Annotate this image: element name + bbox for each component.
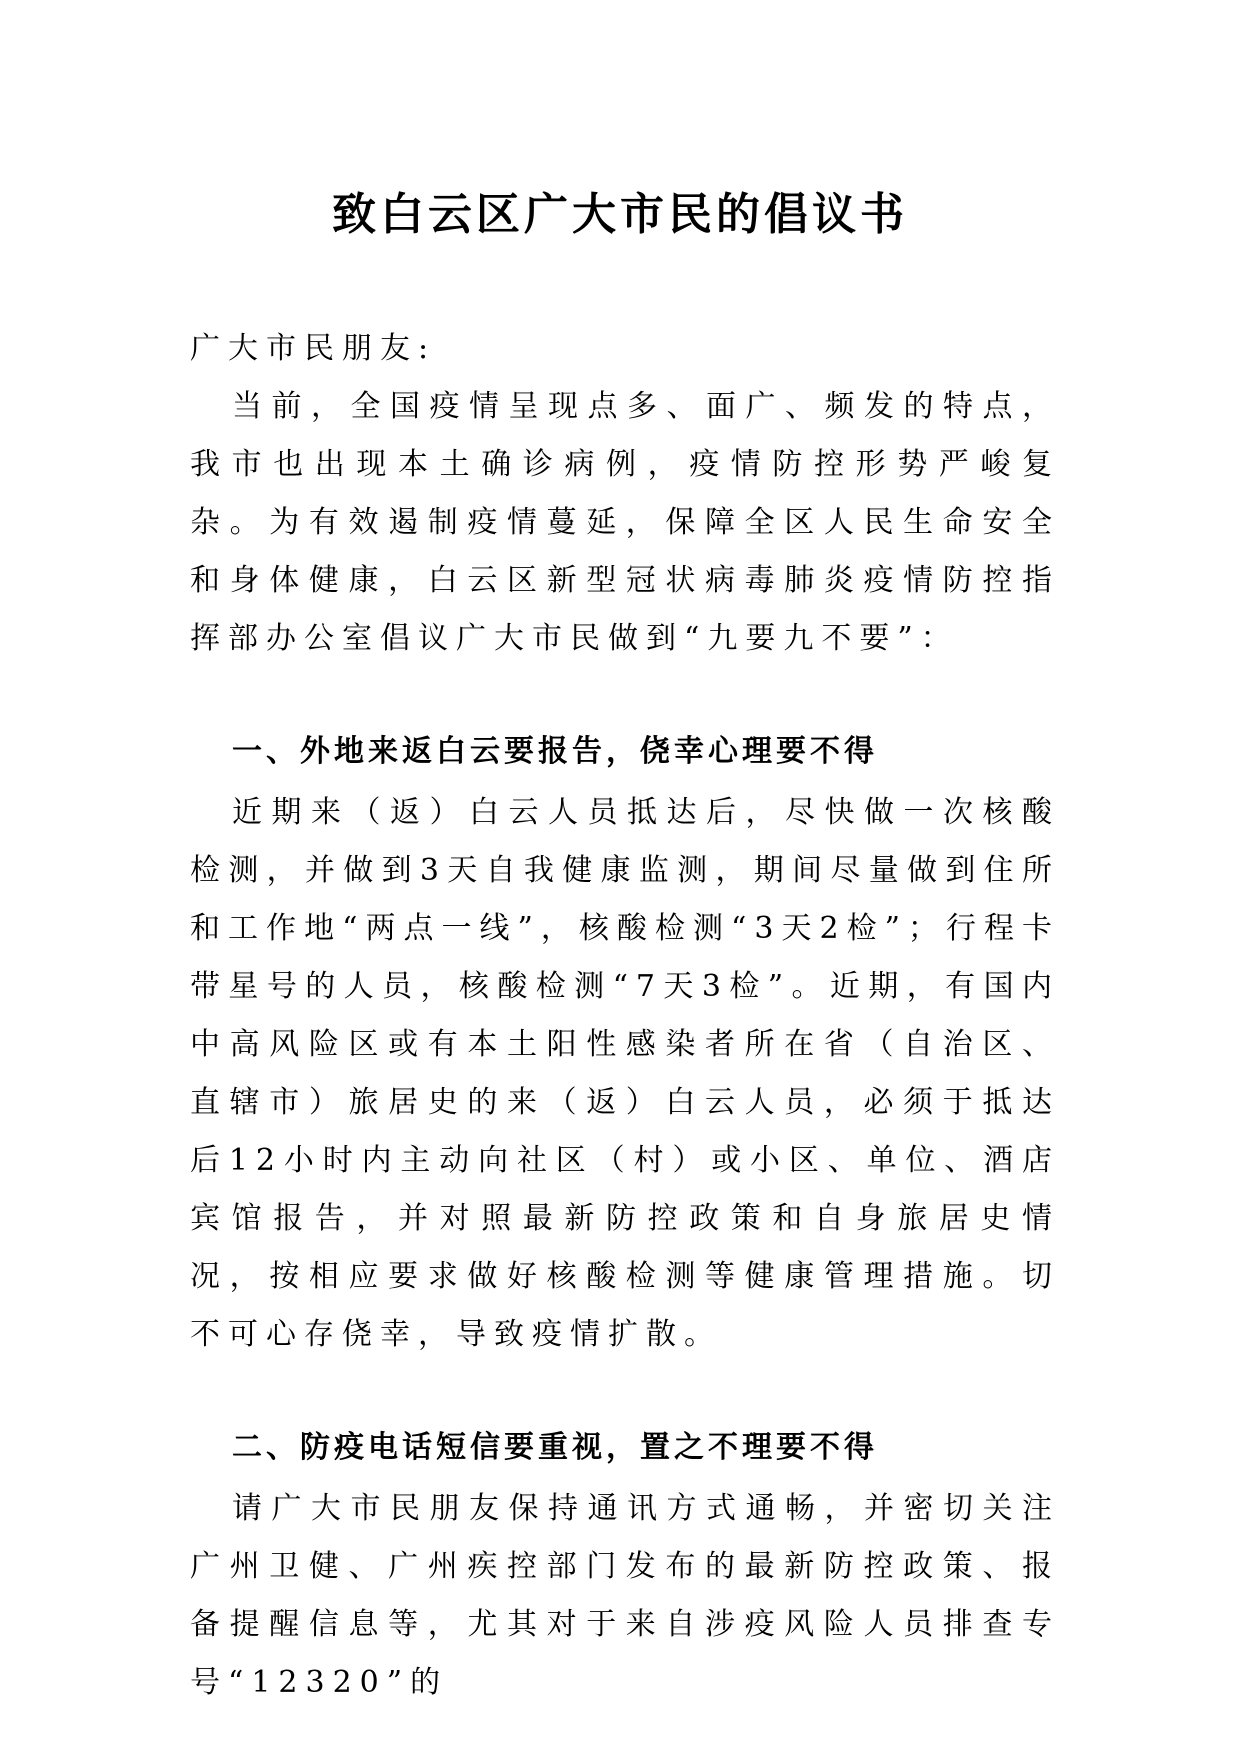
section-2	[190, 1422, 1060, 1712]
document-title: 致白云区广大市民的倡议书	[332, 189, 908, 240]
document-body	[190, 320, 1060, 1712]
section-paragraph: 请广大市民朋友保持通讯方式通畅，并密切关注广州卫健、广州疾控部门发布的最新防控政策、报备提醒信息等，尤其对于来自涉疫风险人员排查专号“12320”的	[190, 1491, 1060, 1700]
section-1	[190, 726, 1060, 1364]
section-heading: 二、防疫电话短信要重视，置之不理要不得	[232, 1430, 878, 1465]
section-heading: 一、外地来返白云要报告，侥幸心理要不得	[232, 734, 878, 769]
section-paragraph: 近期来（返）白云人员抵达后，尽快做一次核酸检测，并做到3天自我健康监测，期间尽量做到住所和工作地“两点一线”，核酸检测“3天2检”；行程卡带星号的人员，核酸检测“7天3检”。近期，有国内中高风险区或有本土阳性感染者所在省（自治区、直辖市）旅居史的来（返）白云人员，必须于抵达后12小时内主动向社区（村）或小区、单位、酒店宾馆报告，并对照最新防控政策和自身旅居史情况，按相应要求做好核酸检测等健康管理措施。切不可心存侥幸，导致疫情扩散。	[190, 795, 1060, 1352]
salutation: 广大市民朋友:	[190, 331, 437, 366]
intro-paragraph: 当前，全国疫情呈现点多、面广、频发的特点，我市也出现本土确诊病例，疫情防控形势严峻复杂。为有效遏制疫情蔓延，保障全区人民生命安全和身体健康，白云区新型冠状病毒肺炎疫情防控指挥部办公室倡议广大市民做到“九要九不要”：	[190, 389, 1060, 656]
